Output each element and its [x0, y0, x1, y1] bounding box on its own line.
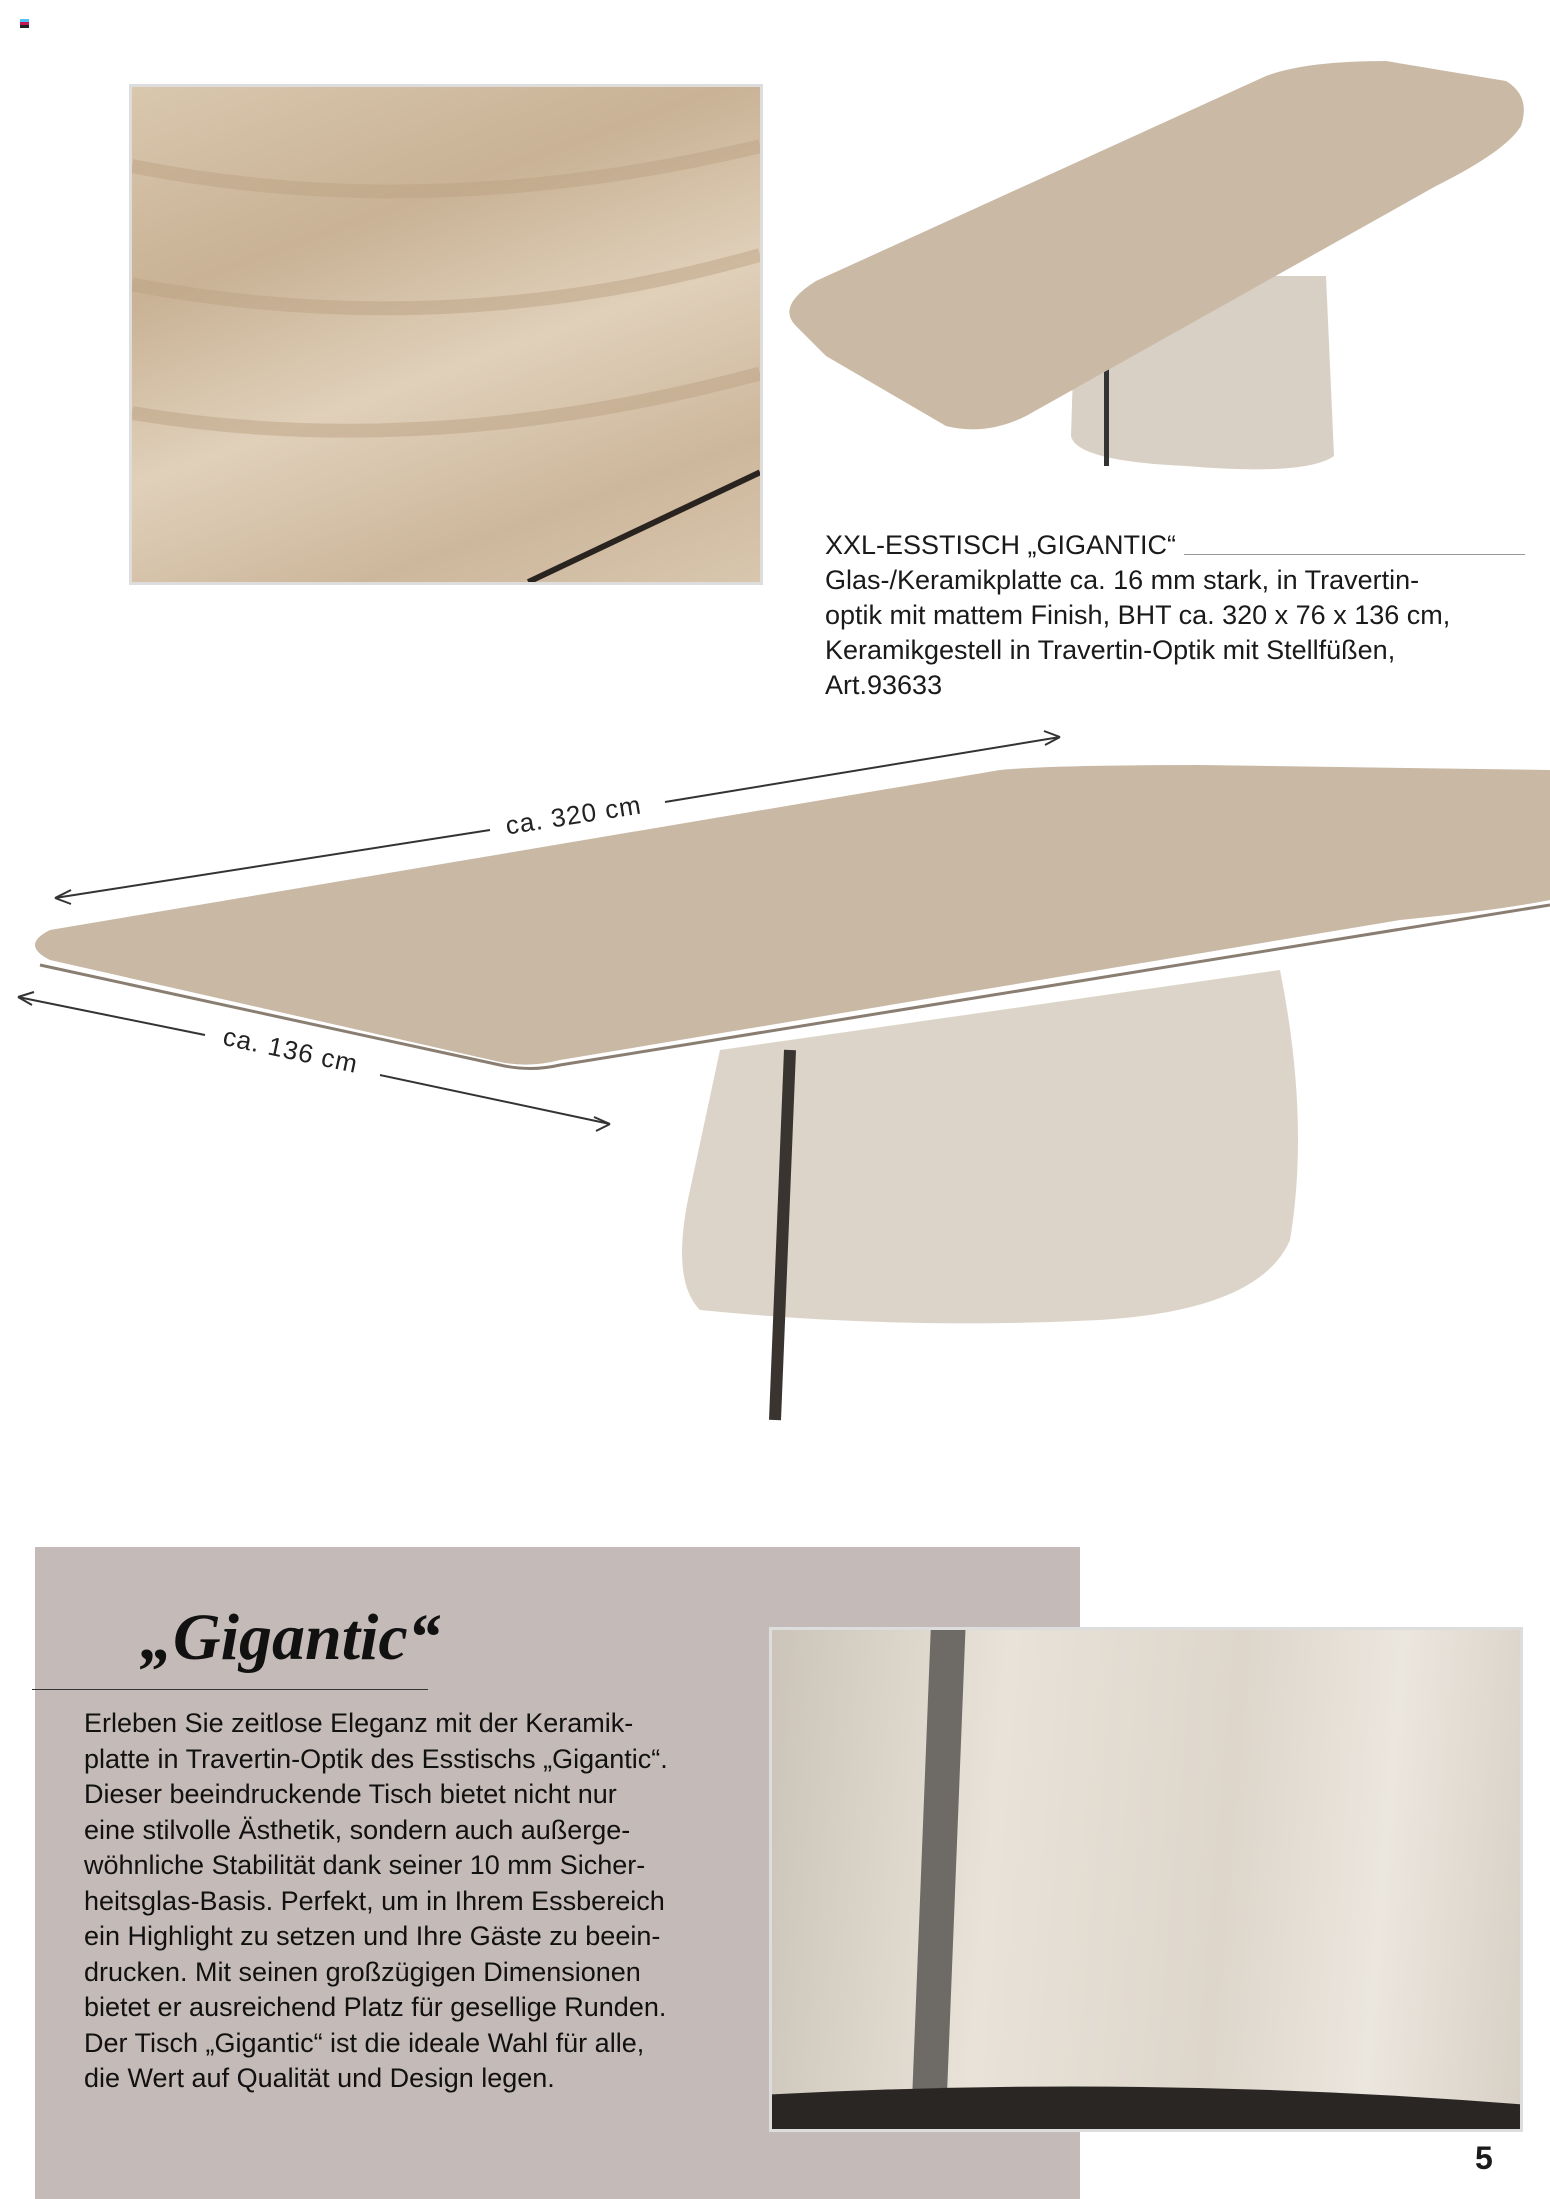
body-line: Der Tisch „Gigantic“ ist die ideale Wahl für alle, — [84, 2027, 645, 2058]
body-line: heitsglas-Basis. Perfekt, um in Ihrem Essbereich — [84, 1885, 665, 1916]
print-registration-mark — [20, 19, 29, 28]
product-heading: XXL-ESSTISCH „GIGANTIC“ — [825, 530, 1177, 560]
body-line: bietet er ausreichend Platz für gesellige Runden. — [84, 1992, 667, 2022]
table-top-view-photo — [786, 56, 1536, 476]
page-number: 5 — [1475, 2140, 1493, 2176]
body-line: eine stilvolle Ästhetik, sondern auch außerge- — [84, 1814, 631, 1845]
length-dimension-label: ca. 320 cm — [503, 789, 644, 841]
body-line: drucken. Mit seinen großzügigen Dimensionen — [84, 1956, 641, 1987]
product-line: optik mit mattem Finish, BHT ca. 320 x 76 x 136 cm, — [825, 600, 1451, 630]
base-closeup-photo — [769, 1627, 1523, 2132]
feature-title: „Gigantic“ — [140, 1601, 441, 1674]
product-description — [825, 528, 1525, 703]
body-line: Dieser beeindruckende Tisch bietet nicht nur — [84, 1779, 617, 1809]
product-article-number: Art.93633 — [825, 670, 943, 700]
product-line: Glas-/Keramikplatte ca. 16 mm stark, in Travertin- — [825, 565, 1420, 595]
body-line: die Wert auf Qualität und Design legen. — [84, 2063, 555, 2093]
divider — [1184, 554, 1525, 555]
body-line: wöhnliche Stabilität dank seiner 10 mm Sicher- — [84, 1850, 646, 1880]
title-underline — [32, 1689, 428, 1690]
feature-body — [84, 1706, 764, 2097]
depth-dimension-label: ca. 136 cm — [220, 1021, 361, 1079]
body-line: Erleben Sie zeitlose Eleganz mit der Keramik- — [84, 1708, 634, 1738]
product-line: Keramikgestell in Travertin-Optik mit Stellfüßen, — [825, 635, 1396, 665]
body-line: ein Highlight zu setzen und Ihre Gäste zu beein- — [84, 1921, 661, 1951]
body-line: platte in Travertin-Optik des Esstischs „Gigantic“. — [84, 1743, 668, 1774]
tabletop-closeup-photo — [129, 84, 763, 585]
table-main-photo — [0, 720, 1550, 1460]
